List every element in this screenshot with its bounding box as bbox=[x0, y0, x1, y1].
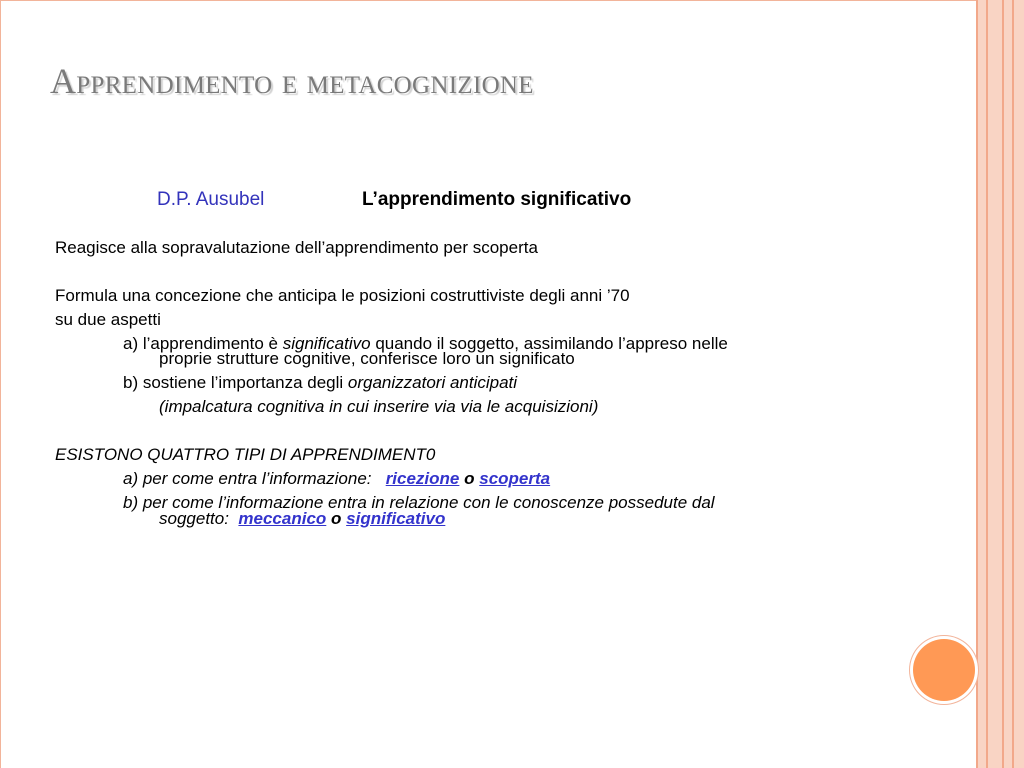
link-meccanico[interactable]: meccanico bbox=[238, 509, 327, 528]
point-b-continued: (impalcatura cognitiva in cui inserire via via le acquisizioni) bbox=[159, 397, 599, 416]
stripe-band bbox=[1014, 0, 1024, 768]
paragraph-3: su due aspetti bbox=[55, 310, 161, 329]
subject-title: L’apprendimento significativo bbox=[362, 189, 632, 210]
stripe-band bbox=[1004, 0, 1012, 768]
point-a-italic: significativo bbox=[282, 334, 371, 353]
point-a-continued: proprie strutture cognitive, conferisce loro un significato bbox=[159, 349, 575, 368]
type-b-prefix: soggetto: bbox=[159, 509, 229, 528]
point-a-suffix: quando il soggetto, assimilando l’appreso nelle bbox=[370, 334, 728, 353]
point-b-italic: organizzatori anticipati bbox=[347, 373, 518, 392]
type-a-or: o bbox=[464, 469, 475, 488]
type-b: b) per come l’informazione entra in relazione con le conoscenze possedute dal bbox=[123, 493, 715, 512]
stripe-band bbox=[988, 0, 1002, 768]
point-a-prefix: a) l’apprendimento è bbox=[123, 334, 283, 353]
link-scoperta[interactable]: scoperta bbox=[479, 469, 551, 488]
paragraph-2: Formula una concezione che anticipa le posizioni costruttiviste degli anni ’70 bbox=[55, 286, 630, 305]
paragraph-1: Reagisce alla sopravalutazione dell’apprendimento per scoperta bbox=[55, 238, 538, 257]
type-b-or: o bbox=[331, 509, 342, 528]
top-border bbox=[0, 0, 1024, 1]
types-heading: ESISTONO QUATTRO TIPI DI APPRENDIMENT0 bbox=[55, 445, 436, 464]
stripe-band bbox=[978, 0, 986, 768]
link-ricezione[interactable]: ricezione bbox=[385, 469, 460, 488]
point-b-prefix: b) sostiene l’importanza degli bbox=[123, 373, 348, 392]
type-a bbox=[123, 469, 550, 489]
author-name: D.P. Ausubel bbox=[157, 189, 265, 210]
left-border bbox=[0, 0, 1, 768]
decorative-circle bbox=[913, 639, 975, 701]
point-b bbox=[123, 373, 517, 393]
type-a-prefix: a) per come entra l’informazione: bbox=[123, 469, 372, 488]
type-b-continued bbox=[159, 509, 445, 529]
link-significativo[interactable]: significativo bbox=[346, 509, 446, 528]
slide-title: Apprendimento e metacognizione bbox=[50, 61, 534, 101]
